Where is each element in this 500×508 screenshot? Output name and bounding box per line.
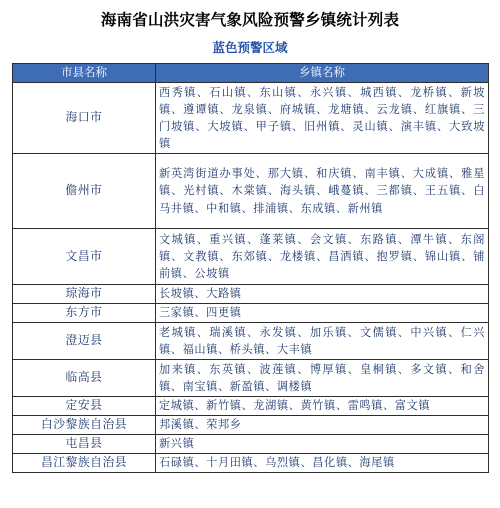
table-row — [13, 397, 489, 416]
city-cell: 临高县 — [13, 360, 156, 397]
header-town-names: 乡镇名称 — [156, 64, 489, 83]
table-row — [13, 229, 489, 285]
towns-cell: 文城镇、重兴镇、蓬莱镇、会文镇、东路镇、潭牛镇、东阁镇、文教镇、东郊镇、龙楼镇、昌洒镇、抱罗镇、锦山镇、铺前镇、公坡镇 — [156, 229, 489, 285]
city-cell: 儋州市 — [13, 154, 156, 229]
towns-cell: 加来镇、东英镇、波莲镇、博厚镇、皇桐镇、多文镇、和舍镇、南宝镇、新盈镇、调楼镇 — [156, 360, 489, 397]
towns-cell: 新兴镇 — [156, 435, 489, 454]
towns-cell: 新英湾街道办事处、那大镇、和庆镇、南丰镇、大成镇、雅星镇、光村镇、木棠镇、海头镇、峨蔓镇、三都镇、王五镇、白马井镇、中和镇、排浦镇、东成镇、新州镇 — [156, 154, 489, 229]
city-cell: 定安县 — [13, 397, 156, 416]
city-cell: 海口市 — [13, 83, 156, 154]
towns-cell: 老城镇、瑞溪镇、永发镇、加乐镇、文儒镇、中兴镇、仁兴镇、福山镇、桥头镇、大丰镇 — [156, 323, 489, 360]
city-cell: 白沙黎族自治县 — [13, 416, 156, 435]
table-row — [13, 304, 489, 323]
table-row — [13, 285, 489, 304]
table-row — [13, 435, 489, 454]
city-cell: 东方市 — [13, 304, 156, 323]
table-row — [13, 454, 489, 473]
city-cell: 昌江黎族自治县 — [13, 454, 156, 473]
warning-zone-subtitle: 蓝色预警区域 — [212, 40, 288, 55]
table-header-row — [13, 64, 489, 83]
header-city-name: 市县名称 — [13, 64, 156, 83]
table-row — [13, 416, 489, 435]
towns-cell: 三家镇、四更镇 — [156, 304, 489, 323]
table-row — [13, 323, 489, 360]
table-row — [13, 154, 489, 229]
table-row — [13, 83, 489, 154]
city-cell: 琼海市 — [13, 285, 156, 304]
city-cell: 屯昌县 — [13, 435, 156, 454]
towns-cell: 石碌镇、十月田镇、乌烈镇、昌化镇、海尾镇 — [156, 454, 489, 473]
warning-towns-table — [12, 63, 489, 473]
towns-cell: 西秀镇、石山镇、东山镇、永兴镇、城西镇、龙桥镇、新坡镇、遵谭镇、龙泉镇、府城镇、龙塘镇、云龙镇、红旗镇、三门坡镇、大坡镇、甲子镇、旧州镇、灵山镇、演丰镇、大致坡镇 — [156, 83, 489, 154]
city-cell: 文昌市 — [13, 229, 156, 285]
document-title: 海南省山洪灾害气象风险预警乡镇统计列表 — [100, 11, 400, 29]
towns-cell: 长坡镇、大路镇 — [156, 285, 489, 304]
table-row — [13, 360, 489, 397]
city-cell: 澄迈县 — [13, 323, 156, 360]
towns-cell: 定城镇、新竹镇、龙湖镇、黄竹镇、雷鸣镇、富文镇 — [156, 397, 489, 416]
towns-cell: 邦溪镇、荣邦乡 — [156, 416, 489, 435]
